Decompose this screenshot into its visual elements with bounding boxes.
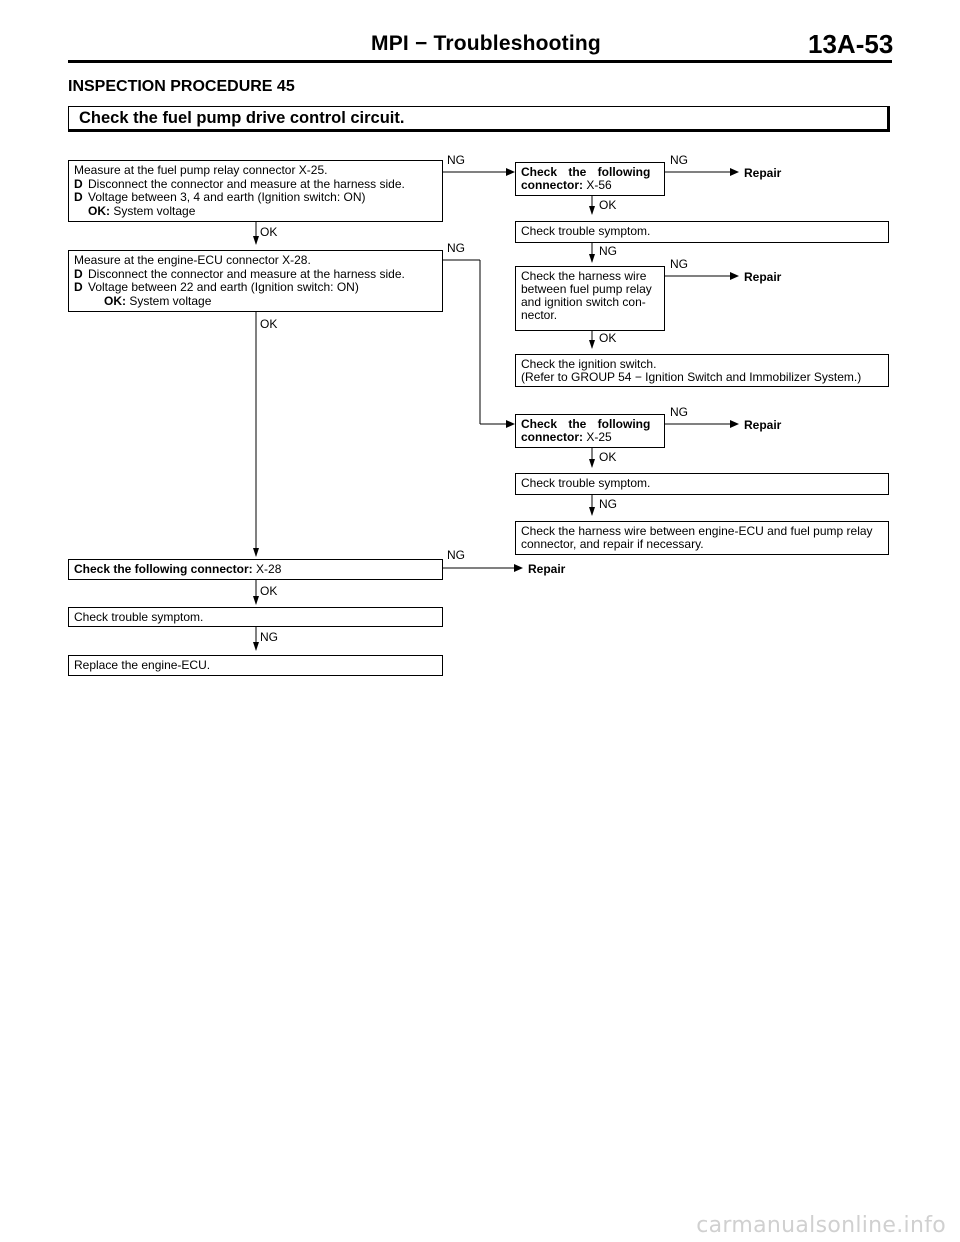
step-text: nector.	[521, 308, 558, 322]
ng-label: NG	[670, 153, 688, 167]
step-check-connector-x56	[515, 162, 665, 196]
connector-value: X-25	[586, 430, 612, 444]
procedure-banner-text: Check the fuel pump drive control circuit.	[79, 109, 405, 127]
ok-label: OK	[260, 317, 278, 331]
step-text: between fuel pump relay	[521, 282, 652, 296]
step-check-trouble-1	[515, 221, 889, 243]
arrowhead-down	[253, 236, 259, 245]
ok-criterion-label: OK:	[88, 203, 110, 218]
step-check-connector-x25	[515, 414, 665, 448]
bullet: D	[74, 190, 83, 204]
step-text: (Refer to GROUP 54 − Ignition Switch and Immobilizer System.)	[521, 370, 862, 384]
arrowhead-down	[253, 642, 259, 651]
site-watermark: carmanualsonline.info	[696, 1213, 946, 1238]
connector-label: connector:	[521, 430, 584, 444]
ng-label: NG	[670, 405, 688, 419]
ng-label: NG	[670, 257, 688, 271]
step-text: Replace the engine-ECU.	[74, 658, 211, 672]
arrowhead-down	[589, 340, 595, 349]
step-text: Voltage between 22 and earth (Ignition switch: ON)	[88, 280, 359, 294]
connector-label: connector:	[521, 178, 584, 192]
bullet: D	[74, 266, 83, 281]
arrowhead-down	[589, 459, 595, 468]
arrowhead-down	[589, 206, 595, 215]
step-text: Check trouble symptom.	[74, 610, 204, 624]
ok-criterion-value: System voltage	[113, 203, 196, 218]
step-check-harness-relay-ignition	[515, 266, 665, 331]
ng-label: NG	[447, 548, 465, 562]
step-text: Check the following	[521, 417, 651, 431]
ng-label: NG	[599, 497, 617, 511]
step-check-trouble-3	[68, 607, 443, 627]
arrowhead-down	[589, 254, 595, 263]
ng-label: NG	[447, 241, 465, 255]
step-replace-engine-ecu	[68, 655, 443, 676]
page-number: 13A-53	[808, 29, 894, 59]
step-text: Disconnect the connector and measure at the harness side.	[88, 266, 405, 281]
step-text: Check the harness wire	[521, 269, 647, 283]
bullet: D	[74, 176, 83, 191]
bullet: D	[74, 280, 83, 294]
arrowhead-right	[730, 272, 739, 280]
step-text: Measure at the engine-ECU connector X-28.	[74, 253, 311, 267]
step-text: Voltage between 3, 4 and earth (Ignition switch: ON)	[88, 190, 366, 204]
ok-label: OK	[599, 198, 617, 212]
ng-label: NG	[260, 630, 278, 644]
step-check-harness-ecu-relay	[515, 521, 889, 555]
step-text: and ignition switch con-	[521, 295, 646, 309]
step-text: Check trouble symptom.	[521, 476, 651, 490]
step-text: Disconnect the connector and measure at the harness side.	[88, 176, 405, 191]
repair-label: Repair	[744, 418, 782, 432]
ok-criterion-value: System voltage	[129, 293, 212, 308]
step-text: Check the harness wire between engine-ECU and fuel pump relay	[521, 524, 873, 538]
step-text: Check the ignition switch.	[521, 357, 657, 371]
arrowhead-right	[730, 168, 739, 176]
step-check-trouble-2	[515, 473, 889, 495]
ok-label: OK	[599, 331, 617, 345]
step-measure-ecu	[68, 250, 443, 312]
arrowhead-right	[514, 564, 523, 572]
arrowhead-down	[253, 596, 259, 605]
connector-value: X-28	[256, 562, 282, 576]
ng-label: NG	[447, 153, 465, 167]
arrowhead-right	[730, 420, 739, 428]
arrowhead-right	[506, 168, 515, 176]
connector-value: X-56	[586, 178, 612, 192]
step-text: Measure at the fuel pump relay connector X-25.	[74, 163, 328, 177]
ok-label: OK	[599, 450, 617, 464]
ng-label: NG	[599, 244, 617, 258]
repair-label: Repair	[528, 562, 566, 576]
section-title: MPI − Troubleshooting	[371, 32, 601, 55]
connector-label: Check the following connector:	[74, 562, 253, 576]
step-text: connector, and repair if necessary.	[521, 537, 704, 551]
step-check-connector-x28	[68, 559, 443, 580]
ok-criterion-label: OK:	[104, 293, 126, 308]
step-measure-relay	[68, 160, 443, 222]
step-text: Check the following	[521, 165, 651, 179]
repair-label: Repair	[744, 270, 782, 284]
arrowhead-down	[253, 548, 259, 557]
arrowhead-down	[589, 507, 595, 516]
repair-label: Repair	[744, 166, 782, 180]
arrowhead-right	[506, 420, 515, 428]
step-check-ignition-switch	[515, 354, 889, 387]
step-text: Check trouble symptom.	[521, 224, 651, 238]
procedure-title: INSPECTION PROCEDURE 45	[68, 78, 295, 95]
ok-label: OK	[260, 225, 278, 239]
ok-label: OK	[260, 584, 278, 598]
